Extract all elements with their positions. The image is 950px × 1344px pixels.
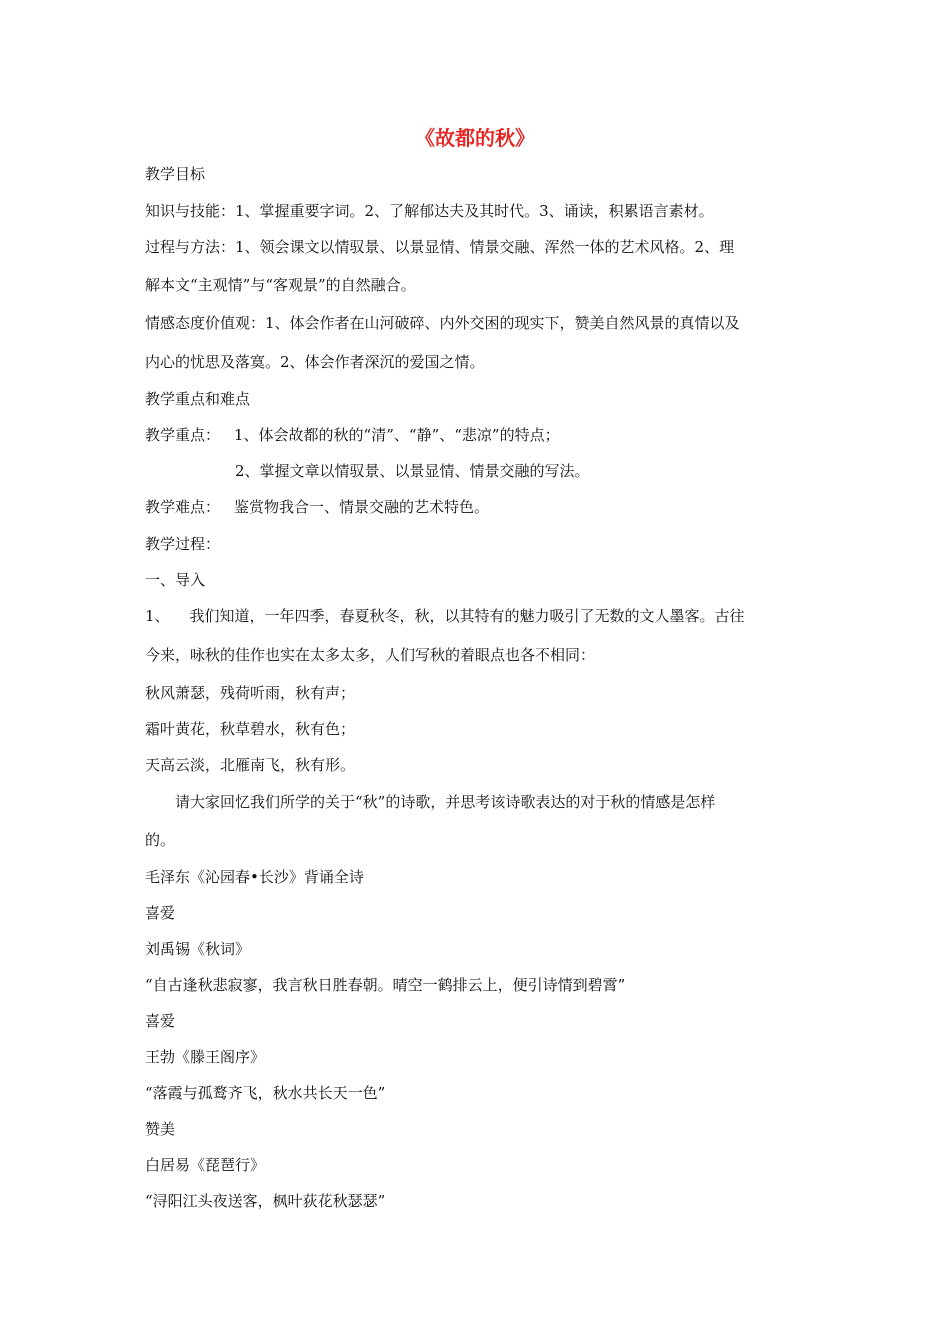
poem-bai-title: 白居易《琵琶行》	[145, 1156, 266, 1174]
list-number: 1、	[145, 607, 170, 625]
autumn-shape-line: 天高云淡，北雁南飞，秋有形。	[145, 756, 356, 774]
key-point-1: 1、体会故都的秋的“清”、“静”、“悲凉”的特点；	[234, 426, 560, 444]
poem-mao: 毛泽东《沁园春•长沙》背诵全诗	[145, 868, 364, 886]
difficulty-row	[145, 496, 489, 518]
document-title: 《故都的秋》	[415, 126, 535, 150]
recall-prompt-2: 的。	[145, 831, 176, 849]
poem-liu-quote: “自古逢秋悲寂寥，我言秋日胜春朝。晴空一鹤排云上，便引诗情到碧霄”	[145, 976, 626, 994]
paragraph-process-methods-2: 解本文“主观情”与“客观景”的自然融合。	[145, 276, 416, 294]
key-point-2: 2、掌握文章以情驭景、以景显情、情景交融的写法。	[235, 462, 590, 480]
autumn-color-line: 霜叶黄花，秋草碧水，秋有色；	[145, 720, 356, 738]
intro-text-1: 我们知道，一年四季，春夏秋冬，秋，以其特有的魅力吸引了无数的文人墨客。古往	[189, 607, 745, 625]
difficulty-text: 鉴赏物我合一、情景交融的艺术特色。	[234, 498, 490, 516]
paragraph-emotion-values-1: 情感态度价值观：1、体会作者在山河破碎、内外交困的现实下，赞美自然风景的真情以及	[145, 314, 740, 332]
paragraph-knowledge-skills: 知识与技能：1、掌握重要字词。2、了解郁达夫及其时代。3、诵读，积累语言素材。	[145, 202, 714, 220]
paragraph-emotion-values-2: 内心的忧思及落寞。2、体会作者深沉的爱国之情。	[145, 353, 485, 371]
poem-bai-quote: “浔阳江头夜送客，枫叶荻花秋瑟瑟”	[145, 1192, 386, 1210]
paragraph-process-methods-1: 过程与方法：1、领会课文以情驭景、以景显情、情景交融、浑然一体的艺术风格。2、理	[145, 238, 735, 256]
intro-paragraph-1	[145, 605, 745, 627]
heading-teaching-goals: 教学目标	[145, 165, 206, 183]
difficulty-label: 教学难点：	[145, 498, 221, 516]
key-point-label: 教学重点：	[145, 426, 221, 444]
autumn-sound-line: 秋风萧瑟，残荷听雨，秋有声；	[145, 684, 356, 702]
key-point-row	[145, 424, 560, 446]
poem-wang-quote: “落霞与孤鹜齐飞，秋水共长天一色”	[145, 1084, 386, 1102]
heading-key-points: 教学重点和难点	[145, 390, 251, 408]
emotion-like-1: 喜爱	[145, 904, 176, 922]
recall-prompt-1: 请大家回忆我们所学的关于“秋”的诗歌，并思考该诗歌表达的对于秋的情感是怎样	[175, 793, 716, 811]
emotion-like-2: 喜爱	[145, 1012, 176, 1030]
poem-liu-title: 刘禹锡《秋词》	[145, 940, 251, 958]
intro-paragraph-2: 今来，咏秋的佳作也实在太多太多，人们写秋的着眼点也各不相同：	[145, 646, 596, 664]
poem-wang-title: 王勃《滕王阁序》	[145, 1048, 266, 1066]
emotion-praise: 赞美	[145, 1120, 176, 1138]
heading-teaching-process: 教学过程：	[145, 535, 221, 553]
section-intro: 一、导入	[145, 571, 206, 589]
